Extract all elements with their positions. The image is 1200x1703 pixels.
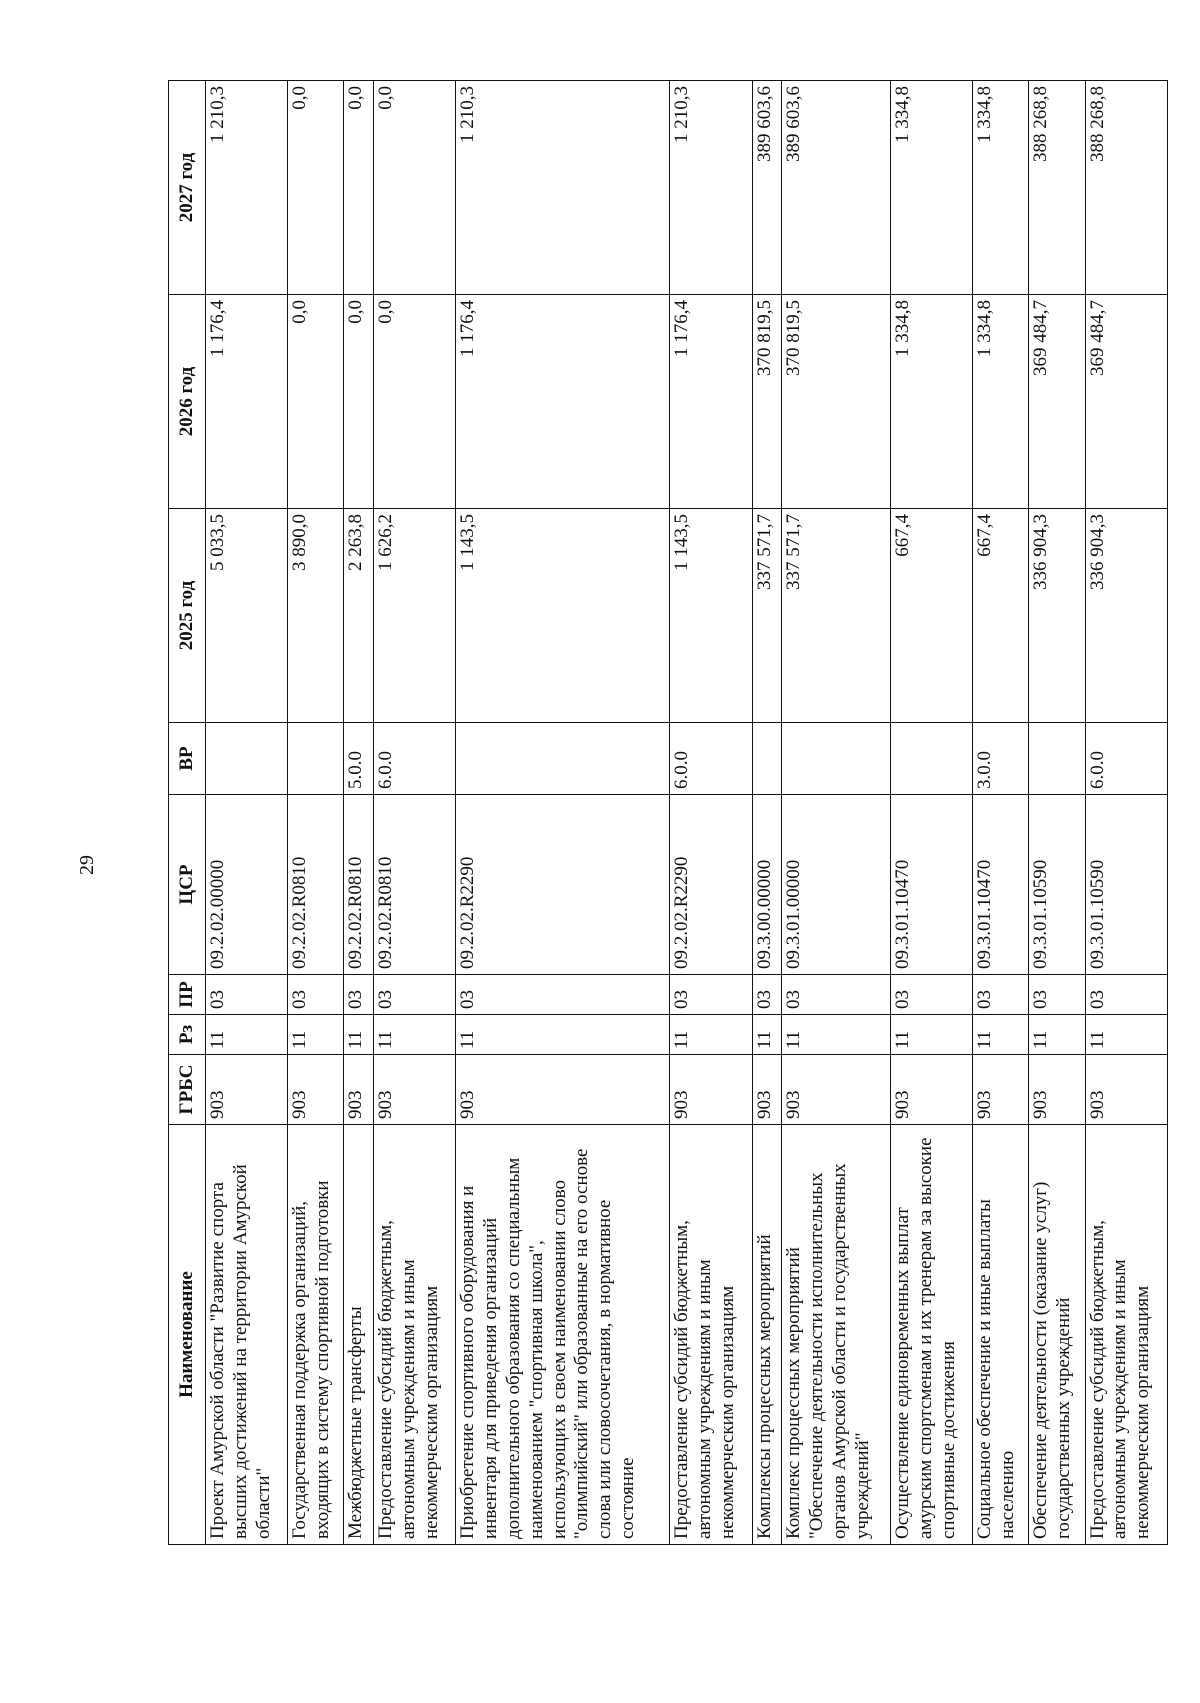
cell-rz: 11 <box>891 1015 973 1055</box>
cell-2026: 369 484,7 <box>1085 295 1167 509</box>
cell-2027: 1 210,3 <box>456 81 670 295</box>
cell-vr: 3.0.0 <box>973 723 1029 795</box>
cell-vr <box>782 723 891 795</box>
cell-2027: 1 334,8 <box>891 81 973 295</box>
cell-pr: 03 <box>973 975 1029 1015</box>
cell-pr: 03 <box>752 975 782 1015</box>
cell-pr: 03 <box>1029 975 1085 1015</box>
cell-vr: 5.0.0 <box>344 723 374 795</box>
cell-2026: 0,0 <box>374 295 456 509</box>
table-row <box>1029 81 1085 1545</box>
cell-csr: 09.3.00.00000 <box>752 795 782 975</box>
cell-csr: 09.2.02.R2290 <box>670 795 752 975</box>
budget-table <box>168 80 1168 1545</box>
cell-vr: 6.0.0 <box>670 723 752 795</box>
cell-grbs: 903 <box>374 1055 456 1125</box>
cell-grbs: 903 <box>456 1055 670 1125</box>
cell-vr: 6.0.0 <box>1085 723 1167 795</box>
cell-pr: 03 <box>891 975 973 1015</box>
cell-grbs: 903 <box>891 1055 973 1125</box>
header-name: Наименование <box>169 1125 206 1545</box>
cell-rz: 11 <box>1029 1015 1085 1055</box>
cell-csr: 09.2.02.R0810 <box>344 795 374 975</box>
cell-pr: 03 <box>670 975 752 1015</box>
cell-pr: 03 <box>374 975 456 1015</box>
cell-grbs: 903 <box>670 1055 752 1125</box>
cell-2026: 0,0 <box>288 295 344 509</box>
cell-grbs: 903 <box>782 1055 891 1125</box>
table-row <box>288 81 344 1545</box>
cell-grbs: 903 <box>973 1055 1029 1125</box>
cell-grbs: 903 <box>344 1055 374 1125</box>
cell-csr: 09.3.01.10470 <box>891 795 973 975</box>
cell-name: Государственная поддержка организаций, входящих в систему спортивной подготовки <box>288 1125 344 1545</box>
cell-2025: 5 033,5 <box>206 509 288 723</box>
header-csr: ЦСР <box>169 795 206 975</box>
table-row <box>973 81 1029 1545</box>
cell-2026: 0,0 <box>344 295 374 509</box>
cell-2026: 370 819,5 <box>782 295 891 509</box>
cell-rz: 11 <box>1085 1015 1167 1055</box>
header-rz: Рз <box>169 1015 206 1055</box>
cell-2027: 1 210,3 <box>206 81 288 295</box>
cell-vr <box>891 723 973 795</box>
cell-rz: 11 <box>456 1015 670 1055</box>
cell-rz: 11 <box>374 1015 456 1055</box>
cell-2026: 1 176,4 <box>456 295 670 509</box>
table-body <box>206 81 1168 1545</box>
cell-2025: 667,4 <box>973 509 1029 723</box>
cell-rz: 11 <box>206 1015 288 1055</box>
cell-2027: 388 268,8 <box>1085 81 1167 295</box>
cell-csr: 09.2.02.R0810 <box>374 795 456 975</box>
header-grbs: ГРБС <box>169 1055 206 1125</box>
cell-2026: 1 176,4 <box>670 295 752 509</box>
cell-csr: 09.3.01.10590 <box>1085 795 1167 975</box>
cell-pr: 03 <box>456 975 670 1015</box>
cell-name: Приобретение спортивного оборудования и инвентаря для приведения организаций дополнительного образования со специальным наименованием "спортивная школа", использующих в своем наименовании слово "олимпийский" или образованные на его основе слова или словосочетания, в нормативное состояние <box>456 1125 670 1545</box>
cell-vr <box>752 723 782 795</box>
table-row <box>752 81 782 1545</box>
cell-2027: 389 603,6 <box>752 81 782 295</box>
cell-2026: 1 334,8 <box>891 295 973 509</box>
cell-pr: 03 <box>288 975 344 1015</box>
table-row <box>374 81 456 1545</box>
cell-csr: 09.3.01.00000 <box>782 795 891 975</box>
cell-rz: 11 <box>752 1015 782 1055</box>
cell-pr: 03 <box>344 975 374 1015</box>
header-row <box>169 81 206 1545</box>
cell-2026: 369 484,7 <box>1029 295 1085 509</box>
cell-name: Предоставление субсидий бюджетным, автономным учреждениям и иным некоммерческим организациям <box>1085 1125 1167 1545</box>
table-row <box>456 81 670 1545</box>
table-row <box>344 81 374 1545</box>
cell-name: Межбюджетные трансферты <box>344 1125 374 1545</box>
header-2027: 2027 год <box>169 81 206 295</box>
table-row <box>670 81 752 1545</box>
cell-2025: 3 890,0 <box>288 509 344 723</box>
cell-2025: 336 904,3 <box>1029 509 1085 723</box>
cell-rz: 11 <box>344 1015 374 1055</box>
cell-2026: 1 176,4 <box>206 295 288 509</box>
cell-name: Обеспечение деятельности (оказание услуг) государственных учреждений <box>1029 1125 1085 1545</box>
page-number: 29 <box>76 855 98 875</box>
cell-2025: 1 143,5 <box>670 509 752 723</box>
cell-grbs: 903 <box>1085 1055 1167 1125</box>
cell-vr <box>456 723 670 795</box>
cell-rz: 11 <box>670 1015 752 1055</box>
rotated-table-container <box>168 81 1168 1545</box>
cell-grbs: 903 <box>206 1055 288 1125</box>
cell-name: Предоставление субсидий бюджетным, автономным учреждениям и иным некоммерческим организациям <box>670 1125 752 1545</box>
cell-pr: 03 <box>782 975 891 1015</box>
table-row <box>782 81 891 1545</box>
cell-2027: 389 603,6 <box>782 81 891 295</box>
cell-grbs: 903 <box>752 1055 782 1125</box>
cell-rz: 11 <box>782 1015 891 1055</box>
cell-csr: 09.2.02.00000 <box>206 795 288 975</box>
cell-pr: 03 <box>206 975 288 1015</box>
cell-2027: 1 334,8 <box>973 81 1029 295</box>
cell-vr <box>288 723 344 795</box>
table-row <box>206 81 288 1545</box>
cell-vr: 6.0.0 <box>374 723 456 795</box>
cell-2026: 1 334,8 <box>973 295 1029 509</box>
cell-vr <box>1029 723 1085 795</box>
cell-grbs: 903 <box>1029 1055 1085 1125</box>
cell-2025: 2 263,8 <box>344 509 374 723</box>
cell-2025: 667,4 <box>891 509 973 723</box>
cell-2025: 336 904,3 <box>1085 509 1167 723</box>
table-header <box>169 81 206 1545</box>
cell-csr: 09.3.01.10590 <box>1029 795 1085 975</box>
cell-vr <box>206 723 288 795</box>
cell-2027: 0,0 <box>288 81 344 295</box>
cell-rz: 11 <box>973 1015 1029 1055</box>
cell-csr: 09.2.02.R2290 <box>456 795 670 975</box>
cell-pr: 03 <box>1085 975 1167 1015</box>
cell-csr: 09.3.01.10470 <box>973 795 1029 975</box>
header-vr: ВР <box>169 723 206 795</box>
header-2025: 2025 год <box>169 509 206 723</box>
header-2026: 2026 год <box>169 295 206 509</box>
cell-name: Комплекс процессных мероприятий "Обеспечение деятельности исполнительных органов Амурской области и государственных учреждений" <box>782 1125 891 1545</box>
cell-2025: 337 571,7 <box>782 509 891 723</box>
cell-2027: 388 268,8 <box>1029 81 1085 295</box>
cell-2027: 0,0 <box>344 81 374 295</box>
cell-2025: 1 626,2 <box>374 509 456 723</box>
cell-2027: 0,0 <box>374 81 456 295</box>
cell-2025: 337 571,7 <box>752 509 782 723</box>
cell-grbs: 903 <box>288 1055 344 1125</box>
cell-name: Социальное обеспечение и иные выплаты населению <box>973 1125 1029 1545</box>
table-row <box>891 81 973 1545</box>
cell-name: Проект Амурской области "Развитие спорта высших достижений на территории Амурской области" <box>206 1125 288 1545</box>
cell-2027: 1 210,3 <box>670 81 752 295</box>
cell-name: Предоставление субсидий бюджетным, автономным учреждениям и иным некоммерческим организациям <box>374 1125 456 1545</box>
cell-csr: 09.2.02.R0810 <box>288 795 344 975</box>
header-pr: ПР <box>169 975 206 1015</box>
table-row <box>1085 81 1167 1545</box>
cell-2025: 1 143,5 <box>456 509 670 723</box>
cell-name: Осуществление единовременных выплат амурским спортсменам и их тренерам за высокие спортивные достижения <box>891 1125 973 1545</box>
cell-2026: 370 819,5 <box>752 295 782 509</box>
cell-rz: 11 <box>288 1015 344 1055</box>
cell-name: Комплексы процессных мероприятий <box>752 1125 782 1545</box>
